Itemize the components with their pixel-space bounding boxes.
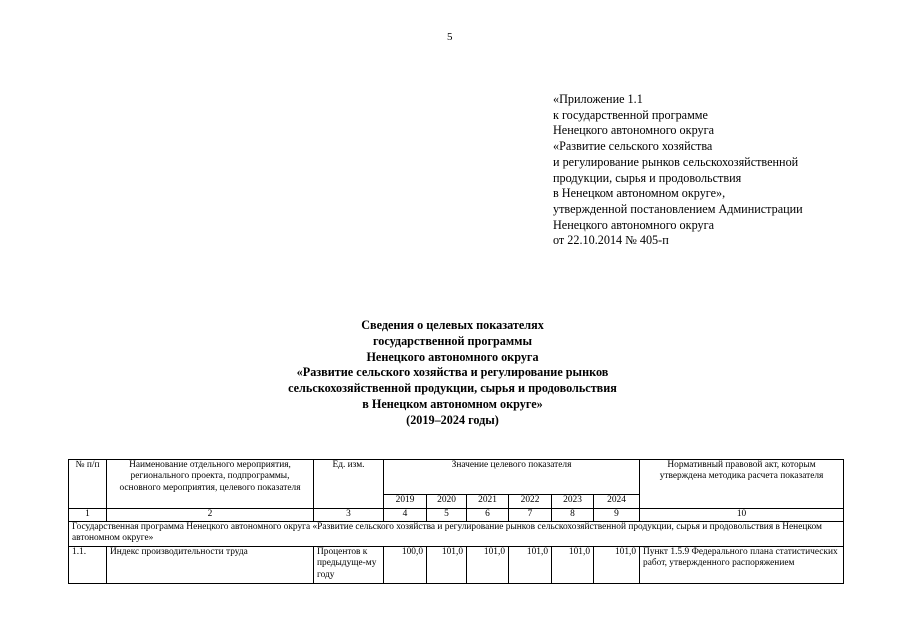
- column-number: 9: [594, 509, 640, 522]
- row-value-2019: 100,0: [384, 547, 427, 584]
- column-number: 6: [467, 509, 509, 522]
- page-number: 5: [447, 31, 453, 43]
- appendix-line: и регулирование рынков сельскохозяйственной: [553, 154, 799, 169]
- table-row: [69, 547, 844, 584]
- header-name: Наименование отдельного мероприятия, регионального проекта, подпрограммы, основного мероприятия, целевого показателя: [107, 460, 314, 509]
- appendix-line: в Ненецком автономном округе»,: [553, 186, 726, 201]
- row-unit: Процентов к предыдуще-му году: [314, 547, 384, 584]
- column-number: 1: [69, 509, 107, 522]
- column-number: 5: [427, 509, 467, 522]
- year-header: 2021: [467, 495, 509, 509]
- appendix-line: от 22.10.2014 № 405-п: [553, 233, 669, 248]
- row-value-2023: 101,0: [552, 547, 594, 584]
- row-name: Индекс производительности труда: [107, 547, 314, 584]
- column-number: 10: [640, 509, 844, 522]
- column-number: 3: [314, 509, 384, 522]
- title-line: (2019–2024 годы): [406, 412, 499, 427]
- year-header: 2019: [384, 495, 427, 509]
- document-title: [180, 318, 725, 429]
- program-row: Государственная программа Ненецкого автономного округа «Развитие сельского хозяйства и регулирование рынков сельскохозяйственной продукции, сырья и продовольствия в Ненецком автономном округе»: [69, 522, 844, 547]
- title-line: Ненецкого автономного округа: [366, 349, 539, 364]
- title-line: в Ненецком автономном округе»: [362, 396, 543, 411]
- row-num: 1.1.: [69, 547, 107, 584]
- header-num: № п/п: [69, 460, 107, 509]
- header-unit: Ед. изм.: [314, 460, 384, 509]
- appendix-line: Ненецкого автономного округа: [553, 217, 715, 232]
- appendix-line: «Приложение 1.1: [553, 92, 643, 106]
- appendix-block: [553, 92, 893, 249]
- row-value-2020: 101,0: [427, 547, 467, 584]
- appendix-line: утвержденной постановлением Администрации: [553, 201, 803, 216]
- row-value-2021: 101,0: [467, 547, 509, 584]
- appendix-line: «Развитие сельского хозяйства: [553, 139, 713, 154]
- row-act: Пункт 1.5.9 Федерального плана статистических работ, утвержденного распоряжением: [640, 547, 844, 584]
- appendix-line: Ненецкого автономного округа: [553, 123, 715, 138]
- year-header: 2024: [594, 495, 640, 509]
- title-line: государственной программы: [373, 333, 532, 348]
- year-header: 2022: [509, 495, 552, 509]
- column-number: 8: [552, 509, 594, 522]
- title-line: сельскохозяйственной продукции, сырья и продовольствия: [288, 381, 617, 396]
- column-number: 7: [509, 509, 552, 522]
- title-line: «Развитие сельского хозяйства и регулирование рынков: [296, 365, 609, 380]
- row-value-2022: 101,0: [509, 547, 552, 584]
- year-header: 2020: [427, 495, 467, 509]
- indicators-table: [68, 459, 844, 584]
- year-header: 2023: [552, 495, 594, 509]
- appendix-line: продукции, сырья и продовольствия: [553, 170, 742, 185]
- header-act: Нормативный правовой акт, которым утверждена методика расчета показателя: [640, 460, 844, 509]
- title-line: Сведения о целевых показателях: [361, 318, 544, 332]
- appendix-line: к государственной программе: [553, 107, 708, 122]
- row-value-2024: 101,0: [594, 547, 640, 584]
- header-value-group: Значение целевого показателя: [384, 460, 640, 495]
- column-number: 2: [107, 509, 314, 522]
- column-number: 4: [384, 509, 427, 522]
